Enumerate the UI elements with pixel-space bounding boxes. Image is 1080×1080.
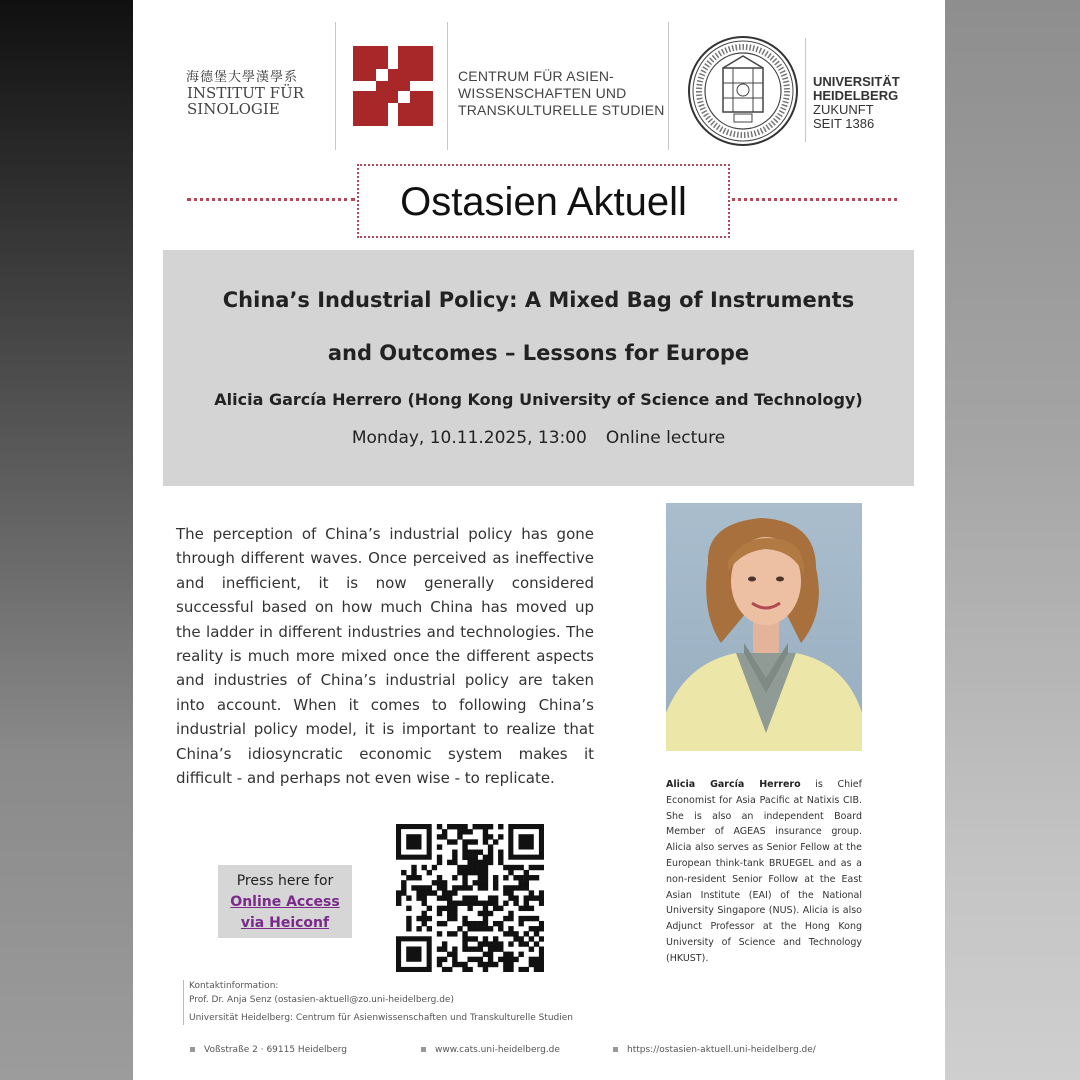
speaker-photo xyxy=(666,503,862,751)
university-name-line2: HEIDELBERG xyxy=(813,88,899,103)
university-seal-icon xyxy=(688,36,798,146)
footer-website[interactable] xyxy=(421,1045,560,1055)
speaker-bio xyxy=(666,777,862,967)
cats-logo xyxy=(353,46,433,126)
bio-speaker-name: Alicia García Herrero xyxy=(666,779,801,790)
online-access-link-line2[interactable]: via Heiconf xyxy=(240,915,330,931)
bullet-icon xyxy=(613,1047,618,1052)
qr-code[interactable] xyxy=(396,824,544,972)
cats-name-line2: WISSENSCHAFTEN UND xyxy=(458,85,627,101)
footer-event-website-text[interactable]: https://ostasien-aktuell.uni-heidelberg.de/ xyxy=(627,1045,816,1055)
event-title-line1: China’s Industrial Policy: A Mixed Bag of Instruments xyxy=(222,288,855,312)
sinology-name-line2: SINOLOGIE xyxy=(187,100,280,118)
contact-person: Prof. Dr. Anja Senz (ostasien-aktuell@zo.uni-heidelberg.de) xyxy=(189,995,454,1005)
footer-address-text: Voßstraße 2 · 69115 Heidelberg xyxy=(204,1045,347,1055)
footer-address xyxy=(190,1045,347,1055)
title-dotted-rule-left xyxy=(187,198,355,201)
online-access-box[interactable] xyxy=(218,865,352,938)
bio-text: is Chief Economist for Asia Pacific at Natixis CIB. She is also an independent Board Member of AGEAS insurance group. Alicia also serves as Senior Fellow at the European think-tank BRUEGEL and as a non-resident Senior Follow at the East Asian Institute (EAI) of the National University Singapore (NUS). Alicia is also Adjunct Professor at the Hong Kong University of Science and Technology (HKUST). xyxy=(666,779,862,964)
footer-divider xyxy=(183,980,184,1025)
bullet-icon xyxy=(190,1047,195,1052)
header-divider xyxy=(447,22,448,150)
cats-name-line1: CENTRUM FÜR ASIEN- xyxy=(458,68,615,84)
sinology-name-line1: INSTITUT FÜR xyxy=(187,84,305,102)
title-dotted-rule-right xyxy=(732,198,897,201)
university-name-line1: UNIVERSITÄT xyxy=(813,74,900,89)
university-motto-line1: ZUKUNFT xyxy=(813,102,874,117)
event-abstract: The perception of China’s industrial policy has gone through different waves. Once perceived as ineffective and inefficient, it is now generally considered successful based on how much China has moved up the ladder in different industries and technologies. The reality is much more mixed once the different aspects and industries of China’s industrial policy are taken into account. When it comes to following China’s industrial policy model, it is important to realize that China’s idiosyncratic economic system makes it difficult - and perhaps not even wise - to replicate. xyxy=(176,525,594,788)
university-motto-line2: SEIT 1386 xyxy=(813,116,875,131)
poster-page xyxy=(133,0,945,1080)
event-speaker: Alicia García Herrero (Hong Kong University of Science and Technology) xyxy=(214,390,863,409)
event-date-format xyxy=(163,428,914,448)
event-format: Online lecture xyxy=(605,428,726,448)
event-info-band xyxy=(163,250,914,486)
contact-label: Kontaktinformation: xyxy=(189,981,279,991)
series-title: Ostasien Aktuell xyxy=(400,180,687,224)
cats-name-line3: TRANSKULTURELLE STUDIEN xyxy=(458,102,665,118)
background-left xyxy=(0,0,133,1080)
header-divider xyxy=(805,38,806,142)
access-prompt: Press here for xyxy=(236,873,334,889)
header-divider xyxy=(335,22,336,150)
contact-institution: Universität Heidelberg: Centrum für Asienwissenschaften und Transkulturelle Studien xyxy=(189,1013,573,1023)
background-right xyxy=(945,0,1080,1080)
footer-website-text[interactable]: www.cats.uni-heidelberg.de xyxy=(435,1045,560,1055)
sinology-chinese-name: 海德堡大學漢學系 xyxy=(186,70,299,85)
header-divider xyxy=(668,22,669,150)
series-title-box xyxy=(357,164,730,238)
event-title-line2: and Outcomes – Lessons for Europe xyxy=(327,341,750,365)
bullet-icon xyxy=(421,1047,426,1052)
event-datetime: Monday, 10.11.2025, 13:00 xyxy=(351,428,587,448)
footer-event-website[interactable] xyxy=(613,1045,816,1055)
online-access-link-line1[interactable]: Online Access xyxy=(230,894,340,910)
